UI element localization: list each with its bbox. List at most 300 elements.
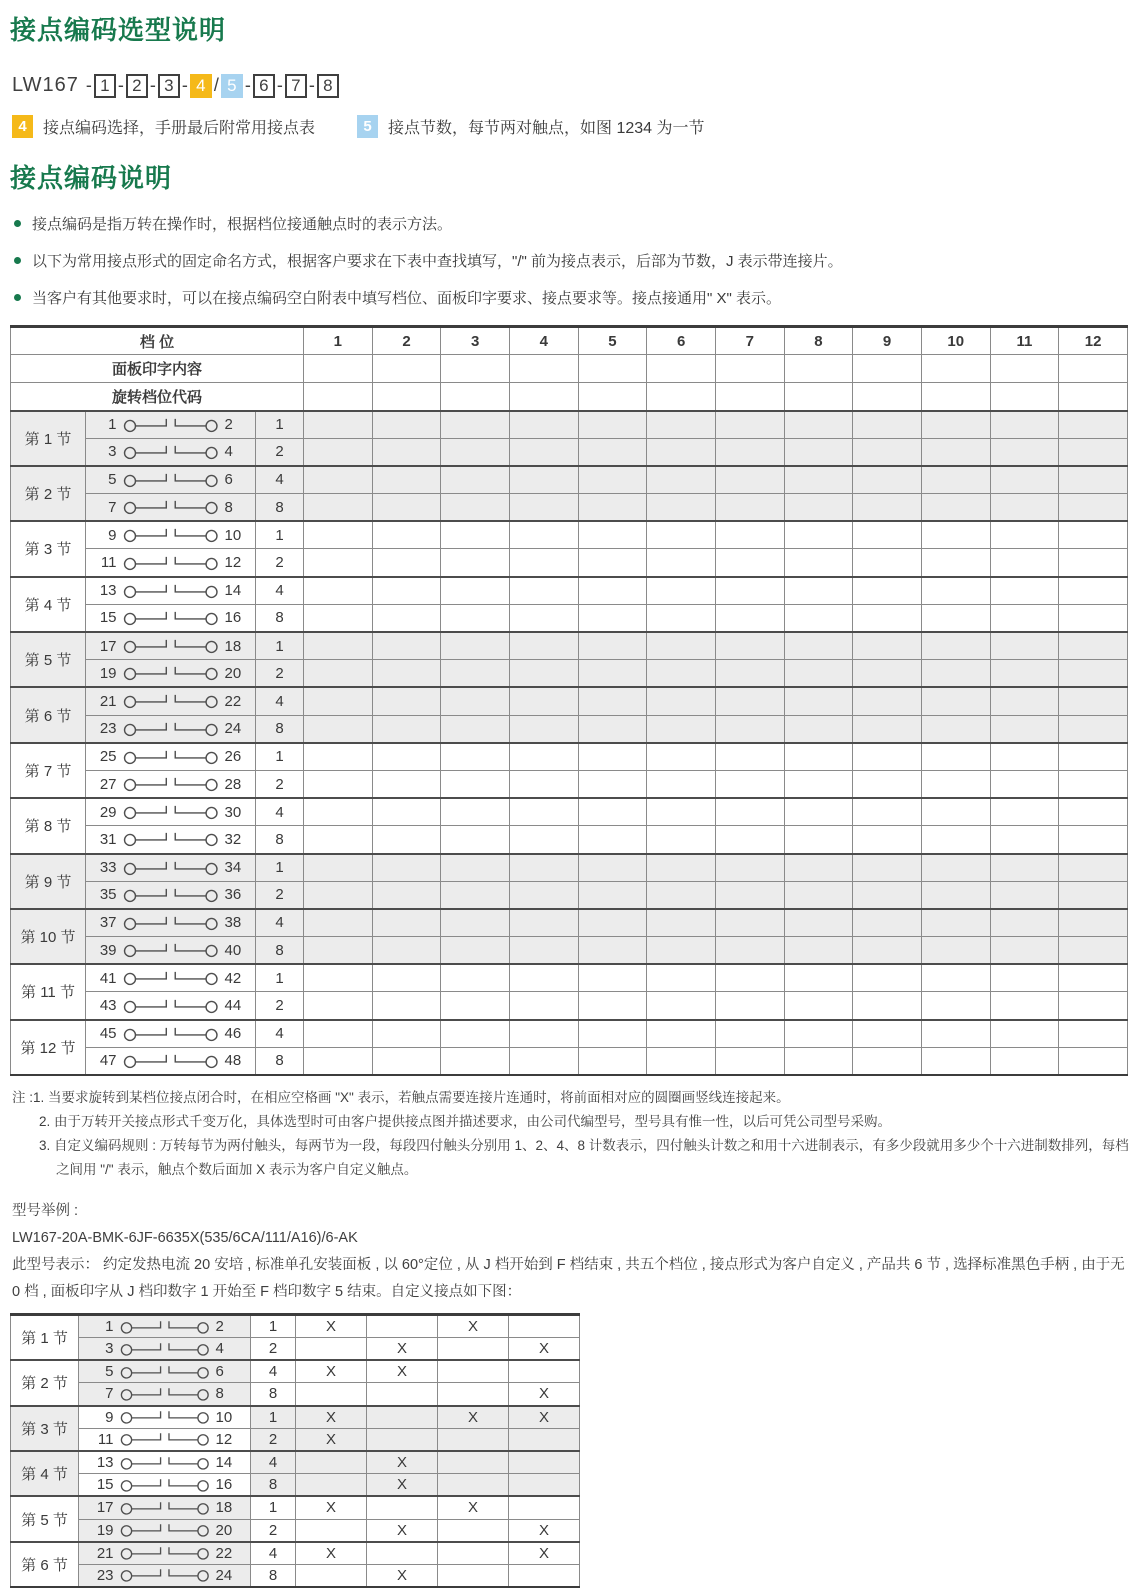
- contact-diagram: [86, 553, 255, 573]
- contact-row: [11, 743, 1128, 771]
- mark-cell: [438, 1474, 509, 1497]
- blank-position-cell: [304, 937, 373, 965]
- contact-diagram: [79, 1339, 250, 1359]
- contact-diagram-cell: [86, 770, 256, 798]
- blank-position-cell: [441, 632, 510, 660]
- terminal-number-left: 27: [99, 775, 117, 793]
- contact-row: [11, 826, 1128, 854]
- blank-position-cell: [509, 549, 578, 577]
- code-cell: 8: [256, 604, 304, 632]
- blank-position-cell: [715, 438, 784, 466]
- mark-cell: X: [509, 1338, 580, 1361]
- terminal-number-right: 4: [224, 443, 233, 461]
- blank-position-cell: [578, 715, 647, 743]
- contact-diagram-cell: [86, 604, 256, 632]
- terminal-number-left: 17: [96, 1499, 114, 1517]
- mark-cell: X: [367, 1338, 438, 1361]
- contact-diagram-cell: [79, 1474, 251, 1497]
- contact-symbol-icon: [122, 442, 220, 462]
- bullet-item: [14, 214, 1140, 235]
- contact-symbol-icon: [122, 663, 220, 683]
- terminal-number-right: 42: [224, 969, 242, 987]
- blank-position-cell: [990, 715, 1059, 743]
- blank-position-cell: [372, 577, 441, 605]
- blank-position-cell: [509, 770, 578, 798]
- blank-position-cell: [990, 521, 1059, 549]
- blank-position-cell: [715, 798, 784, 826]
- blank-position-cell: [372, 743, 441, 771]
- mark-cell: [438, 1451, 509, 1474]
- blank-position-cell: [1059, 881, 1128, 909]
- legend-badge-4: 4: [12, 115, 33, 138]
- blank-position-cell: [441, 411, 510, 439]
- mark-cell: [367, 1428, 438, 1451]
- contact-symbol-icon: [122, 525, 220, 545]
- blank-position-cell: [372, 964, 441, 992]
- section-label: 第 1 节: [11, 411, 86, 466]
- blank-position-cell: [509, 604, 578, 632]
- contact-symbol-icon: [119, 1362, 211, 1382]
- model-box-7: 7: [285, 74, 307, 98]
- contact-diagram-cell: [86, 798, 256, 826]
- mark-cell: [438, 1428, 509, 1451]
- blank-position-cell: [578, 383, 647, 411]
- terminal-number-right: 2: [215, 1318, 224, 1336]
- terminal-number-right: 8: [224, 498, 233, 516]
- contact-diagram-cell: [79, 1496, 251, 1519]
- blank-position-cell: [372, 1020, 441, 1048]
- terminal-number-right: 18: [224, 637, 242, 655]
- blank-position-cell: [372, 383, 441, 411]
- mark-cell: [438, 1519, 509, 1542]
- blank-position-cell: [784, 466, 853, 494]
- blank-position-cell: [921, 992, 990, 1020]
- blank-position-cell: [578, 743, 647, 771]
- position-column-header: 9: [853, 327, 922, 355]
- blank-position-cell: [853, 715, 922, 743]
- mark-cell: X: [296, 1360, 367, 1383]
- terminal-number-left: 11: [97, 1430, 114, 1448]
- blank-position-cell: [304, 660, 373, 688]
- blank-position-cell: [921, 770, 990, 798]
- blank-position-cell: [647, 826, 716, 854]
- blank-position-cell: [715, 521, 784, 549]
- legend-badge-5: 5: [357, 115, 378, 138]
- blank-position-cell: [578, 466, 647, 494]
- code-cell: 2: [256, 549, 304, 577]
- blank-position-cell: [715, 964, 784, 992]
- blank-position-cell: [441, 715, 510, 743]
- contact-row: [11, 438, 1128, 466]
- blank-position-cell: [784, 660, 853, 688]
- terminal-number-right: 22: [224, 692, 242, 710]
- contact-symbol-icon: [119, 1384, 211, 1404]
- contact-diagram-cell: [79, 1383, 251, 1406]
- blank-position-cell: [784, 577, 853, 605]
- blank-position-cell: [853, 660, 922, 688]
- mark-cell: [509, 1360, 580, 1383]
- blank-position-cell: [509, 909, 578, 937]
- blank-position-cell: [647, 770, 716, 798]
- blank-position-cell: [990, 438, 1059, 466]
- blank-position-cell: [647, 549, 716, 577]
- terminal-number-right: 40: [224, 941, 242, 959]
- mark-cell: [509, 1474, 580, 1497]
- blank-position-cell: [647, 660, 716, 688]
- code-cell: 1: [251, 1315, 296, 1338]
- blank-position-cell: [853, 355, 922, 383]
- blank-position-cell: [304, 687, 373, 715]
- section-label: 第 2 节: [11, 466, 86, 521]
- blank-position-cell: [647, 466, 716, 494]
- blank-position-cell: [784, 687, 853, 715]
- terminal-number-left: 25: [99, 748, 117, 766]
- bullet-dot-icon: [14, 257, 21, 264]
- mark-cell: [296, 1519, 367, 1542]
- blank-position-cell: [853, 770, 922, 798]
- page-title-description: 接点编码说明: [10, 162, 173, 193]
- contact-symbol-icon: [122, 913, 220, 933]
- terminal-number-left: 7: [108, 498, 117, 516]
- example-contact-row: [11, 1564, 580, 1587]
- code-cell: 2: [256, 660, 304, 688]
- blank-position-cell: [990, 854, 1059, 882]
- blank-position-cell: [921, 1047, 990, 1075]
- blank-position-cell: [715, 549, 784, 577]
- mark-cell: X: [296, 1496, 367, 1519]
- code-cell: 1: [256, 743, 304, 771]
- blank-position-cell: [921, 715, 990, 743]
- contact-diagram: [79, 1384, 250, 1404]
- blank-position-cell: [441, 964, 510, 992]
- terminal-number-right: 46: [224, 1025, 242, 1043]
- terminal-number-right: 48: [224, 1052, 242, 1070]
- terminal-number-right: 26: [224, 748, 242, 766]
- code-cell: 8: [251, 1564, 296, 1587]
- blank-position-cell: [1059, 687, 1128, 715]
- example-block: [12, 1198, 1134, 1305]
- position-column-header: 3: [441, 327, 510, 355]
- blank-position-cell: [578, 1047, 647, 1075]
- section-label: 第 3 节: [11, 1406, 79, 1451]
- blank-position-cell: [304, 798, 373, 826]
- blank-position-cell: [578, 521, 647, 549]
- contact-diagram-cell: [86, 438, 256, 466]
- blank-position-cell: [372, 660, 441, 688]
- mark-cell: [367, 1383, 438, 1406]
- blank-position-cell: [578, 798, 647, 826]
- blank-position-cell: [784, 411, 853, 439]
- blank-position-cell: [304, 992, 373, 1020]
- page-title-selection: 接点编码选型说明: [10, 15, 227, 45]
- blank-position-cell: [509, 411, 578, 439]
- blank-position-cell: [441, 383, 510, 411]
- blank-position-cell: [784, 632, 853, 660]
- contact-diagram: [86, 913, 255, 933]
- mark-cell: [438, 1360, 509, 1383]
- note-item: 2. 由于万转开关接点形式千变万化，具体选型时可由客户提供接点图并描述要求，由公司代编型号，型号具有惟一性，以后可凭公司型号采购。: [39, 1114, 892, 1130]
- blank-position-cell: [990, 826, 1059, 854]
- contact-symbol-icon: [119, 1475, 211, 1495]
- contact-diagram-cell: [86, 549, 256, 577]
- contact-symbol-icon: [122, 608, 220, 628]
- blank-position-cell: [304, 549, 373, 577]
- code-cell: 8: [251, 1383, 296, 1406]
- terminal-number-right: 24: [215, 1566, 233, 1584]
- contact-symbol-icon: [122, 497, 220, 517]
- blank-position-cell: [578, 909, 647, 937]
- blank-position-cell: [853, 1020, 922, 1048]
- blank-position-cell: [921, 743, 990, 771]
- example-contact-row: [11, 1428, 580, 1451]
- blank-position-cell: [1059, 383, 1128, 411]
- blank-position-cell: [921, 687, 990, 715]
- blank-position-cell: [509, 964, 578, 992]
- blank-position-cell: [784, 964, 853, 992]
- blank-position-cell: [509, 826, 578, 854]
- blank-position-cell: [853, 383, 922, 411]
- blank-position-cell: [784, 604, 853, 632]
- blank-position-cell: [921, 909, 990, 937]
- model-separator: -: [85, 75, 92, 95]
- contact-symbol-icon: [122, 470, 220, 490]
- blank-position-cell: [990, 909, 1059, 937]
- blank-position-cell: [509, 438, 578, 466]
- blank-position-cell: [784, 743, 853, 771]
- blank-position-cell: [1059, 604, 1128, 632]
- contact-row: [11, 411, 1128, 439]
- section-label: 第 8 节: [11, 798, 86, 853]
- code-cell: 4: [256, 577, 304, 605]
- section-label: 第 6 节: [11, 687, 86, 742]
- contact-diagram: [86, 415, 255, 435]
- blank-position-cell: [647, 438, 716, 466]
- terminal-number-right: 16: [215, 1476, 233, 1494]
- contact-diagram: [79, 1475, 250, 1495]
- contact-symbol-icon: [122, 885, 220, 905]
- model-prefix: LW167: [12, 74, 79, 96]
- blank-position-cell: [921, 411, 990, 439]
- terminal-number-left: 19: [96, 1521, 114, 1539]
- blank-position-cell: [509, 687, 578, 715]
- contact-diagram-cell: [79, 1338, 251, 1361]
- blank-position-cell: [441, 937, 510, 965]
- blank-position-cell: [853, 521, 922, 549]
- blank-position-cell: [1059, 411, 1128, 439]
- terminal-number-left: 21: [96, 1544, 114, 1562]
- model-boxes: [84, 74, 339, 98]
- contact-diagram: [86, 829, 255, 849]
- blank-position-cell: [304, 632, 373, 660]
- bullet-text: 接点编码是指万转在操作时，根据档位接通触点时的表示方法。: [32, 216, 453, 233]
- blank-position-cell: [372, 411, 441, 439]
- bullet-item: [14, 251, 1140, 272]
- blank-position-cell: [853, 743, 922, 771]
- blank-position-cell: [715, 909, 784, 937]
- terminal-number-left: 1: [108, 416, 117, 434]
- blank-position-cell: [921, 1020, 990, 1048]
- position-column-header: 7: [715, 327, 784, 355]
- contact-diagram: [86, 497, 255, 517]
- blank-position-cell: [715, 826, 784, 854]
- mark-cell: X: [367, 1564, 438, 1587]
- model-separator: -: [276, 75, 283, 95]
- blank-position-cell: [1059, 798, 1128, 826]
- blank-position-cell: [784, 355, 853, 383]
- contact-diagram-cell: [86, 1020, 256, 1048]
- contact-symbol-icon: [122, 802, 220, 822]
- position-column-header: 8: [784, 327, 853, 355]
- terminal-number-left: 29: [99, 803, 117, 821]
- blank-position-cell: [441, 577, 510, 605]
- code-cell: 4: [256, 1020, 304, 1048]
- model-box-1: 1: [94, 74, 116, 98]
- blank-position-cell: [853, 411, 922, 439]
- model-box-8: 8: [317, 74, 339, 98]
- blank-position-cell: [509, 494, 578, 522]
- blank-position-cell: [990, 632, 1059, 660]
- contact-diagram-cell: [86, 577, 256, 605]
- code-cell: 2: [251, 1519, 296, 1542]
- mark-cell: X: [509, 1519, 580, 1542]
- terminal-number-right: 44: [224, 997, 242, 1015]
- blank-position-cell: [853, 1047, 922, 1075]
- code-cell: 4: [256, 687, 304, 715]
- blank-position-cell: [990, 494, 1059, 522]
- contact-diagram-cell: [86, 494, 256, 522]
- blank-position-cell: [304, 383, 373, 411]
- blank-position-cell: [578, 549, 647, 577]
- mark-cell: [296, 1338, 367, 1361]
- terminal-number-right: 22: [215, 1544, 233, 1562]
- code-cell: 4: [256, 466, 304, 494]
- position-column-header: 11: [990, 327, 1059, 355]
- blank-position-cell: [1059, 909, 1128, 937]
- header-row-positions: [11, 327, 1128, 355]
- blank-position-cell: [715, 383, 784, 411]
- contact-diagram: [86, 525, 255, 545]
- contact-row: [11, 494, 1128, 522]
- blank-position-cell: [578, 494, 647, 522]
- blank-position-cell: [578, 770, 647, 798]
- contact-row: [11, 798, 1128, 826]
- blank-position-cell: [990, 687, 1059, 715]
- position-column-header: 10: [921, 327, 990, 355]
- blank-position-cell: [715, 854, 784, 882]
- example-contact-row: [11, 1496, 580, 1519]
- terminal-number-left: 3: [105, 1340, 114, 1358]
- blank-position-cell: [784, 383, 853, 411]
- blank-position-cell: [1059, 715, 1128, 743]
- contact-row: [11, 466, 1128, 494]
- contact-diagram-cell: [79, 1519, 251, 1542]
- section-label: 第 10 节: [11, 909, 86, 964]
- header-row-panel-print: [11, 355, 1128, 383]
- contact-diagram: [86, 996, 255, 1016]
- blank-position-cell: [372, 521, 441, 549]
- blank-position-cell: [853, 604, 922, 632]
- blank-position-cell: [715, 632, 784, 660]
- contact-symbol-icon: [119, 1520, 211, 1540]
- mark-cell: [438, 1383, 509, 1406]
- example-contact-row: [11, 1542, 580, 1565]
- code-cell: 1: [256, 632, 304, 660]
- terminal-number-right: 36: [224, 886, 242, 904]
- blank-position-cell: [372, 826, 441, 854]
- terminal-number-left: 15: [96, 1476, 114, 1494]
- code-cell: 8: [251, 1474, 296, 1497]
- blank-position-cell: [853, 964, 922, 992]
- contact-diagram: [86, 636, 255, 656]
- blank-position-cell: [304, 1020, 373, 1048]
- blank-position-cell: [441, 1047, 510, 1075]
- blank-position-cell: [990, 466, 1059, 494]
- terminal-number-right: 18: [215, 1499, 233, 1517]
- blank-position-cell: [578, 687, 647, 715]
- code-cell: 4: [251, 1451, 296, 1474]
- blank-position-cell: [372, 937, 441, 965]
- note-item: 注 :1. 当要求旋转到某档位接点闭合时，在相应空格画 "X" 表示，若触点需要连接片连通时，将前面相对应的圆圈画竖线连接起来。: [12, 1090, 790, 1105]
- contact-symbol-icon: [122, 747, 220, 767]
- contact-symbol-icon: [119, 1429, 211, 1449]
- blank-position-cell: [372, 466, 441, 494]
- blank-position-cell: [647, 881, 716, 909]
- blank-position-cell: [441, 770, 510, 798]
- blank-position-cell: [578, 438, 647, 466]
- model-separator: -: [308, 75, 315, 95]
- blank-position-cell: [578, 632, 647, 660]
- terminal-number-left: 3: [108, 443, 117, 461]
- blank-position-cell: [647, 854, 716, 882]
- bullet-dot-icon: [14, 220, 21, 227]
- blank-position-cell: [647, 355, 716, 383]
- terminal-number-left: 43: [99, 997, 117, 1015]
- blank-position-cell: [372, 632, 441, 660]
- code-cell: 2: [256, 770, 304, 798]
- mark-cell: [367, 1315, 438, 1338]
- terminal-number-left: 9: [108, 526, 117, 544]
- mark-cell: X: [438, 1496, 509, 1519]
- blank-position-cell: [990, 604, 1059, 632]
- blank-position-cell: [578, 604, 647, 632]
- mark-cell: [296, 1383, 367, 1406]
- contact-symbol-icon: [119, 1498, 211, 1518]
- blank-position-cell: [372, 438, 441, 466]
- blank-position-cell: [853, 798, 922, 826]
- blank-position-cell: [578, 937, 647, 965]
- code-cell: 1: [256, 964, 304, 992]
- terminal-number-left: 39: [99, 941, 117, 959]
- terminal-number-left: 1: [105, 1318, 114, 1336]
- contact-diagram-cell: [86, 743, 256, 771]
- contact-diagram: [79, 1520, 250, 1540]
- section-label: 第 12 节: [11, 1020, 86, 1075]
- blank-position-cell: [784, 992, 853, 1020]
- row-header: 旋转档位代码: [11, 383, 304, 411]
- blank-position-cell: [1059, 466, 1128, 494]
- blank-position-cell: [509, 632, 578, 660]
- model-box-3: 3: [158, 74, 180, 98]
- blank-position-cell: [372, 494, 441, 522]
- blank-position-cell: [784, 1020, 853, 1048]
- blank-position-cell: [921, 577, 990, 605]
- blank-position-cell: [715, 1047, 784, 1075]
- blank-position-cell: [304, 854, 373, 882]
- code-cell: 1: [256, 521, 304, 549]
- terminal-number-left: 13: [99, 582, 117, 600]
- blank-position-cell: [784, 715, 853, 743]
- section-label: 第 7 节: [11, 743, 86, 798]
